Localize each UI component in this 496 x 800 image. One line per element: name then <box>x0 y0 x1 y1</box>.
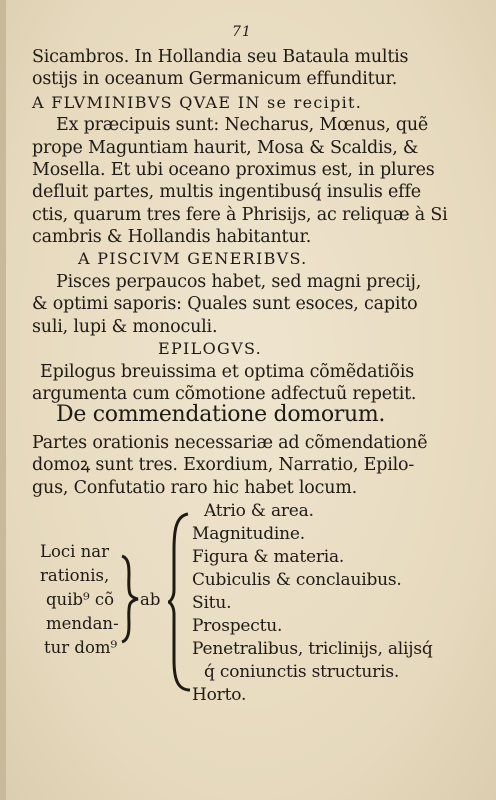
text-line: ostijs in oceanum Germanicum effunditur. <box>32 69 398 89</box>
section-heading: A FLVMINIBVS QVAE IN se recipit. <box>32 93 363 112</box>
text-line: Epilogus breuissima et optima cõmẽdatiõis <box>40 362 415 382</box>
section-title: De commendatione domorum. <box>56 402 386 427</box>
text-line: Pisces perpaucos habet, sed magni precij, <box>56 272 422 292</box>
list-item: Situ. <box>192 593 232 613</box>
loci-label-line: mendan- <box>46 614 119 633</box>
text-line: suli, lupi & monoculi. <box>32 317 218 337</box>
text-line: ctis, quarum tres fere à Phrisijs, ac reliquæ à Si <box>32 205 448 225</box>
list-item: Penetralibus, triclinijs, alijsq́ <box>192 639 433 659</box>
list-item: q́ coniunctis structuris. <box>204 662 400 682</box>
list-item: Figura & materia. <box>192 547 345 567</box>
list-item: Atrio & area. <box>204 501 314 521</box>
loci-label-line: rationis, <box>40 566 110 585</box>
text-line: Ex præcipuis sunt: Necharus, Mœnus, quẽ <box>56 115 429 135</box>
folio-number: 71 <box>232 24 252 40</box>
loci-label-line: tur dom⁹ <box>44 638 118 657</box>
text-line: Mosella. Et ubi oceano proximus est, in plures <box>32 160 435 180</box>
text-line: defluit partes, multis ingentibusq́ insulis effe <box>32 182 421 202</box>
text-line: argumenta cum cõmotione adfectuũ repetit. <box>32 384 417 404</box>
large-brace <box>166 510 192 694</box>
list-item: Horto. <box>192 685 247 705</box>
text-line: & optimi saporis: Quales sunt esoces, capito <box>32 294 418 314</box>
small-brace <box>118 554 140 644</box>
list-item: Prospectu. <box>192 616 283 636</box>
text-line: Partes orationis necessariæ ad cõmendationẽ <box>32 433 428 453</box>
section-heading: A PISCIVM GENERIBVS. <box>78 249 308 268</box>
loci-label-line: Loci nar <box>40 542 110 561</box>
list-item: Magnitudine. <box>192 524 305 544</box>
ab-label: ab <box>140 590 161 609</box>
text-line: Sicambros. In Hollandia seu Bataula multis <box>32 47 409 67</box>
list-item: Cubiculis & conclauibus. <box>192 570 402 590</box>
text-line: prope Maguntiam haurit, Mosa & Scaldis, & <box>32 138 419 158</box>
text-line: domoꝝ sunt tres. Exordium, Narratio, Epilo- <box>32 455 415 475</box>
loci-label-line: quib⁹ cõ <box>46 590 115 609</box>
text-line: gus, Confutatio raro hic habet locum. <box>32 478 358 498</box>
text-line: cambris & Hollandis habitantur. <box>32 227 312 247</box>
page-edge <box>0 0 6 800</box>
section-heading: EPILOGVS. <box>158 339 263 358</box>
